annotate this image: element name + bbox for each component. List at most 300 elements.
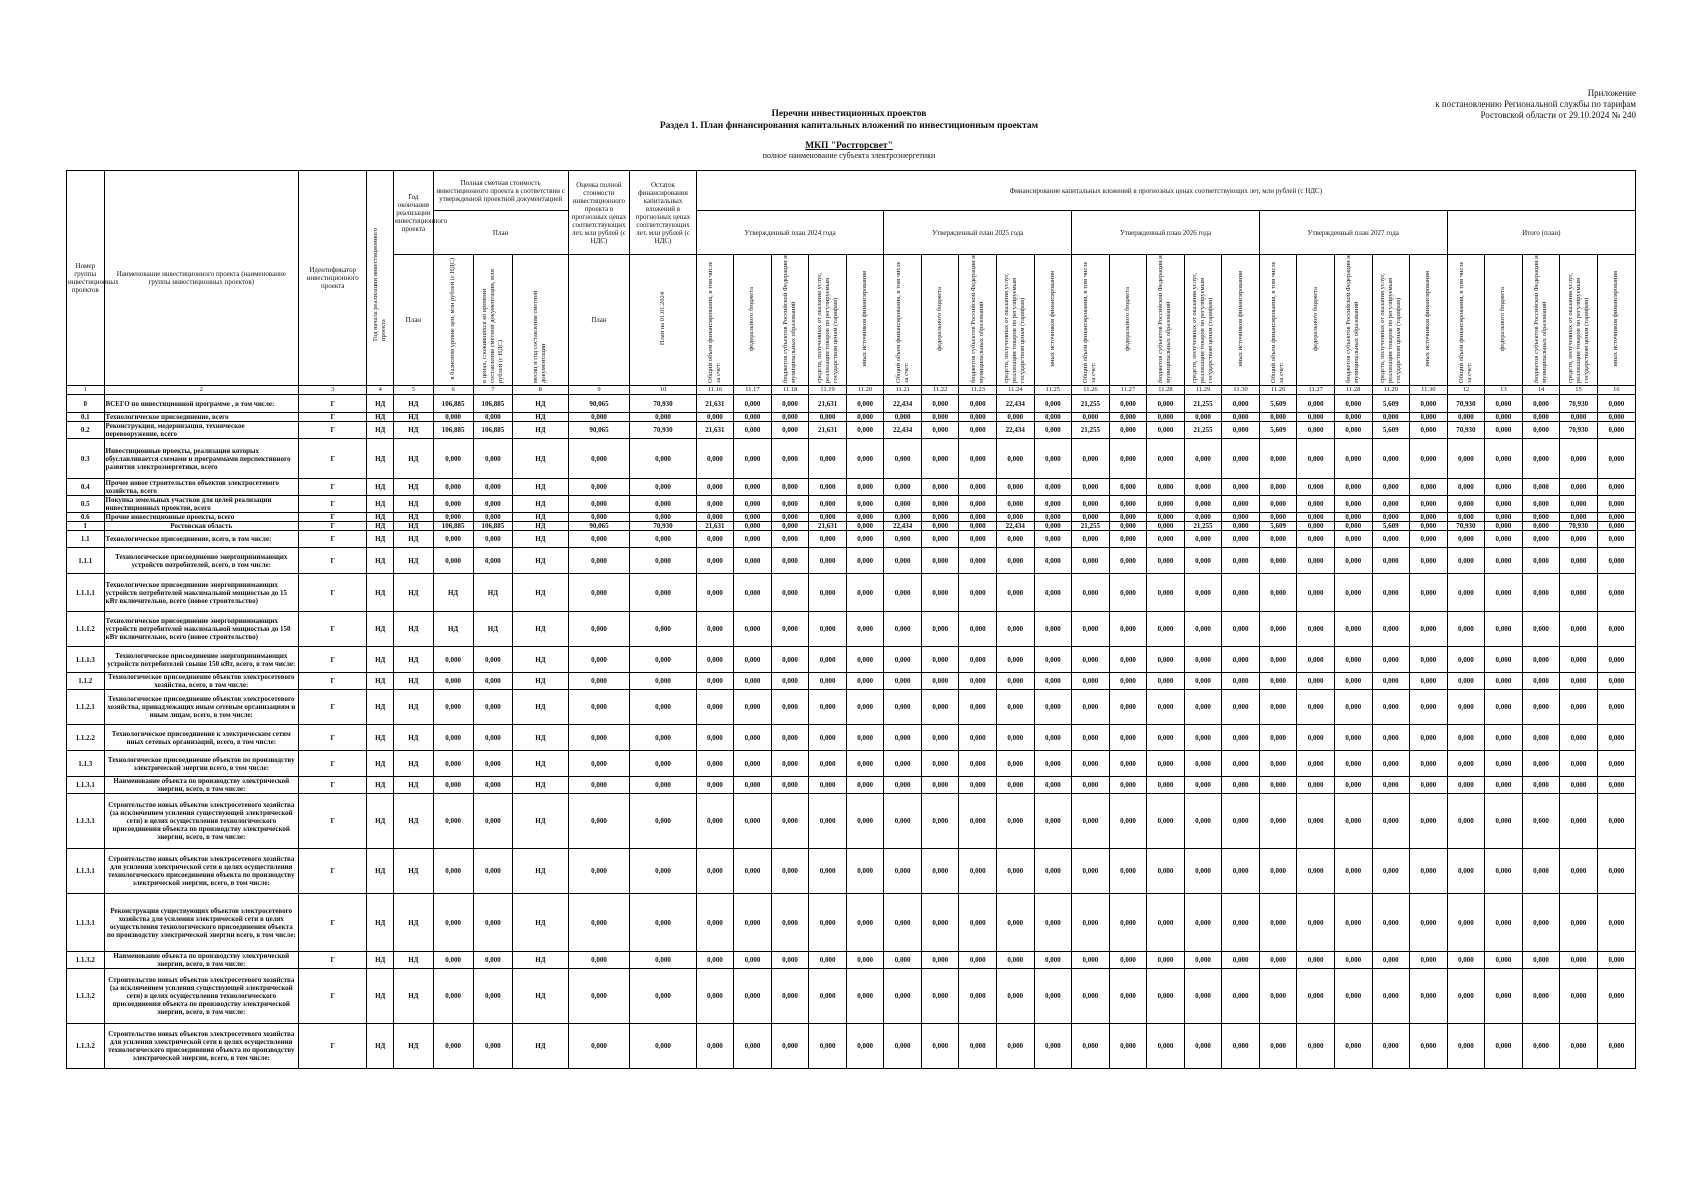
row-cell: 5,609 — [1372, 522, 1410, 531]
row-cell: 0,000 — [1334, 531, 1372, 548]
table-row — [67, 647, 1636, 673]
row-cell: Г — [298, 794, 366, 849]
row-cell: 0,000 — [568, 894, 630, 952]
header-year-end-plan: План — [393, 255, 433, 386]
row-cell: 0,000 — [1372, 413, 1410, 422]
row-cell: 0,000 — [1222, 647, 1260, 673]
row-cell: 0,000 — [771, 952, 809, 969]
column-number: 16 — [1597, 386, 1635, 395]
row-number: 1.1 — [67, 531, 105, 548]
row-cell: 0,000 — [1560, 612, 1598, 647]
row-cell: 0,000 — [1259, 496, 1297, 513]
row-cell: 0,000 — [1597, 413, 1635, 422]
row-cell: Г — [298, 422, 366, 439]
row-cell: 22,434 — [997, 422, 1035, 439]
row-cell: 0,000 — [1072, 751, 1110, 777]
row-cell: НД — [393, 794, 433, 849]
row-number: 1.1.3.2 — [67, 1024, 105, 1069]
row-cell: 0,000 — [696, 413, 734, 422]
row-cell: 0,000 — [1072, 439, 1110, 479]
row-cell: 0,000 — [1560, 1024, 1598, 1069]
row-cell: 0,000 — [1334, 522, 1372, 531]
row-cell: 0,000 — [1560, 725, 1598, 751]
row-cell: 0,000 — [734, 612, 772, 647]
row-cell: 0,000 — [1560, 794, 1598, 849]
row-cell: 0,000 — [1447, 413, 1485, 422]
row-cell: 0,000 — [1410, 574, 1448, 612]
column-number: 7 — [473, 386, 513, 395]
row-cell: 0,000 — [884, 751, 922, 777]
row-cell: 0,000 — [1297, 849, 1335, 894]
column-number: 11.20 — [846, 386, 884, 395]
row-cell: 0,000 — [1034, 725, 1072, 751]
row-cell: 0,000 — [809, 513, 847, 522]
row-cell: 0,000 — [1522, 725, 1560, 751]
row-cell: 0,000 — [997, 531, 1035, 548]
table-row — [67, 574, 1636, 612]
header-financing-source-text: иных источников финансирования — [1236, 271, 1244, 367]
row-cell: 0,000 — [959, 969, 997, 1024]
column-number: 5 — [393, 386, 433, 395]
row-cell: 0,000 — [630, 849, 696, 894]
row-cell: 0,000 — [473, 439, 513, 479]
column-number: 11.27 — [1297, 386, 1335, 395]
row-cell: 0,000 — [771, 647, 809, 673]
row-cell: 0,000 — [433, 496, 473, 513]
row-cell: 0,000 — [809, 548, 847, 574]
row-cell: 0,000 — [433, 439, 473, 479]
row-cell: 0,000 — [473, 894, 513, 952]
row-cell: 0,000 — [846, 612, 884, 647]
row-cell: 0,000 — [1222, 952, 1260, 969]
row-cell: 0,000 — [771, 395, 809, 413]
row-cell: Г — [298, 673, 366, 690]
row-cell: 0,000 — [884, 794, 922, 849]
row-cell: 0,000 — [1109, 969, 1147, 1024]
row-cell: 0,000 — [433, 690, 473, 725]
row-number: 1.1.2.2 — [67, 725, 105, 751]
row-cell: 0,000 — [1147, 894, 1185, 952]
column-number: 1 — [67, 386, 105, 395]
row-cell: 0,000 — [1334, 673, 1372, 690]
row-cell: 0,000 — [1297, 647, 1335, 673]
row-cell: НД — [393, 574, 433, 612]
row-cell: 0,000 — [1447, 969, 1485, 1024]
row-cell: 0,000 — [1372, 794, 1410, 849]
row-cell: 0,000 — [959, 952, 997, 969]
row-cell: 22,434 — [884, 395, 922, 413]
row-cell: 0,000 — [1109, 574, 1147, 612]
row-cell: 0,000 — [1597, 1024, 1635, 1069]
row-cell: 0,000 — [1334, 479, 1372, 496]
row-number: 1.1.2.1 — [67, 690, 105, 725]
row-cell: 0,000 — [1447, 647, 1485, 673]
row-cell: 0,000 — [1485, 751, 1523, 777]
row-cell: 0,000 — [959, 413, 997, 422]
row-cell: 0,000 — [771, 849, 809, 894]
row-cell: 0,000 — [1522, 548, 1560, 574]
header-financing-source-text: федерального бюджета — [1311, 287, 1319, 351]
row-cell: 0,000 — [1072, 647, 1110, 673]
column-number: 11.17 — [734, 386, 772, 395]
row-cell: 0,000 — [1297, 422, 1335, 439]
row-cell: 0,000 — [1447, 690, 1485, 725]
row-cell: 0,000 — [921, 777, 959, 794]
row-cell: 5,609 — [1259, 522, 1297, 531]
row-cell: 0,000 — [1222, 1024, 1260, 1069]
row-cell: 0,000 — [734, 439, 772, 479]
row-cell: 0,000 — [1410, 849, 1448, 894]
row-cell: 0,000 — [1597, 522, 1635, 531]
header-financing-source-text: иных источников финансирования — [861, 271, 869, 367]
row-cell: 0,000 — [1297, 413, 1335, 422]
row-cell: 0,000 — [1072, 496, 1110, 513]
row-cell: 0,000 — [959, 690, 997, 725]
header-financing-source-text: иных источников финансирования — [1048, 271, 1056, 367]
row-cell: 0,000 — [1522, 496, 1560, 513]
row-project-name: Наименование объекта по производству электрической энергии, всего, в том числе: — [104, 952, 298, 969]
row-cell: 0,000 — [1372, 531, 1410, 548]
row-cell: 0,000 — [1297, 894, 1335, 952]
row-cell: 0,000 — [1485, 413, 1523, 422]
row-cell: НД — [513, 439, 568, 479]
row-cell: 0,000 — [1334, 794, 1372, 849]
row-cell: 0,000 — [997, 690, 1035, 725]
row-cell: 0,000 — [1334, 647, 1372, 673]
row-cell: 0,000 — [1522, 952, 1560, 969]
row-cell: 0,000 — [884, 673, 922, 690]
row-cell: 0,000 — [884, 969, 922, 1024]
column-number: 11.30 — [1410, 386, 1448, 395]
row-cell: 0,000 — [921, 794, 959, 849]
row-cell: НД — [393, 439, 433, 479]
row-cell: 0,000 — [997, 849, 1035, 894]
row-cell: НД — [513, 794, 568, 849]
table-row — [67, 849, 1636, 894]
row-cell: 0,000 — [1597, 849, 1635, 894]
row-cell: 0,000 — [1597, 952, 1635, 969]
header-financing-source — [959, 255, 997, 386]
row-cell: 0,000 — [1372, 1024, 1410, 1069]
row-cell: 0,000 — [1034, 1024, 1072, 1069]
row-cell: 0,000 — [1109, 548, 1147, 574]
row-cell: 0,000 — [630, 751, 696, 777]
approval-line: к постановлению Региональной службы по тарифам — [1435, 99, 1636, 109]
row-cell: 0,000 — [734, 969, 772, 1024]
table-row — [67, 725, 1636, 751]
row-cell: 0,000 — [809, 673, 847, 690]
header-remain-plan — [630, 255, 696, 386]
row-cell: 0,000 — [630, 548, 696, 574]
row-cell: 0,000 — [921, 647, 959, 673]
row-cell: 0,000 — [771, 479, 809, 496]
row-cell: НД — [393, 1024, 433, 1069]
row-cell: 0,000 — [1109, 413, 1147, 422]
row-cell: 0,000 — [959, 751, 997, 777]
header-cost-base — [433, 255, 473, 386]
row-cell: 0,000 — [1334, 894, 1372, 952]
row-cell: 0,000 — [1447, 894, 1485, 952]
row-cell: 0,000 — [1560, 969, 1598, 1024]
row-cell: 0,000 — [1184, 496, 1222, 513]
row-cell: 0,000 — [1147, 574, 1185, 612]
row-cell: 0,000 — [846, 647, 884, 673]
row-cell: НД — [513, 690, 568, 725]
row-cell: 0,000 — [1447, 548, 1485, 574]
header-period-2025: Утвержденный план 2025 года — [884, 211, 1072, 255]
row-cell: НД — [367, 894, 394, 952]
row-cell: 0,000 — [1410, 690, 1448, 725]
row-cell: 0,000 — [1447, 479, 1485, 496]
row-cell: 21,631 — [696, 522, 734, 531]
row-cell: Г — [298, 690, 366, 725]
row-cell: 0,000 — [1485, 422, 1523, 439]
header-financing-source — [1410, 255, 1448, 386]
header-financing-source-text: средств, полученных от оказания услуг, реализации товаров по регулируемым государством ценам (тарифам) — [1191, 273, 1215, 383]
row-cell: НД — [393, 673, 433, 690]
row-cell: НД — [367, 413, 394, 422]
header-full-cost-plan: План — [433, 211, 568, 255]
header-financing-source-text: Общий объем финансирования, в том числе за счет: — [1270, 261, 1286, 383]
row-cell: 0,000 — [809, 1024, 847, 1069]
row-cell: 0,000 — [1297, 690, 1335, 725]
row-cell: 0,000 — [884, 777, 922, 794]
row-cell: 0,000 — [1184, 647, 1222, 673]
row-cell: 0,000 — [1485, 673, 1523, 690]
row-cell: 0,000 — [921, 496, 959, 513]
row-cell: 0,000 — [921, 574, 959, 612]
row-cell: 0,000 — [696, 548, 734, 574]
row-cell: 0,000 — [809, 952, 847, 969]
row-cell: 106,885 — [433, 522, 473, 531]
row-cell: НД — [393, 612, 433, 647]
row-cell: 0,000 — [1372, 673, 1410, 690]
row-cell: 0,000 — [473, 647, 513, 673]
row-cell: 0,000 — [1485, 647, 1523, 673]
row-cell: 0,000 — [1372, 612, 1410, 647]
header-financing-source-text: федерального бюджета — [1499, 287, 1507, 351]
row-cell: 0,000 — [1522, 969, 1560, 1024]
row-cell: 0,000 — [809, 894, 847, 952]
row-cell: 0,000 — [1034, 439, 1072, 479]
row-cell: 0,000 — [1034, 751, 1072, 777]
row-cell: 0,000 — [568, 1024, 630, 1069]
row-cell: НД — [393, 422, 433, 439]
row-cell: 0,000 — [568, 413, 630, 422]
row-cell: 0,000 — [1109, 395, 1147, 413]
header-financing-source-text: иных источников финансирования — [1424, 271, 1432, 367]
row-cell: 0,000 — [997, 777, 1035, 794]
row-cell: 0,000 — [1184, 725, 1222, 751]
row-cell: 0,000 — [1410, 395, 1448, 413]
row-cell: 0,000 — [921, 531, 959, 548]
row-number: 1.1.3.1 — [67, 849, 105, 894]
row-cell: НД — [473, 574, 513, 612]
row-cell: 90,065 — [568, 422, 630, 439]
column-number: 11.24 — [997, 386, 1035, 395]
table-row — [67, 439, 1636, 479]
row-cell: 0,000 — [1410, 612, 1448, 647]
header-row-number: Номер группы инвестиционных проектов — [67, 171, 105, 386]
row-cell: 0,000 — [1485, 496, 1523, 513]
row-cell: 0,000 — [1259, 849, 1297, 894]
header-financing-source-text: бюджетов субъектов Российской Федерации и муниципальных образований — [1157, 255, 1173, 383]
row-cell: 0,000 — [473, 777, 513, 794]
row-cell: 0,000 — [809, 574, 847, 612]
row-project-name: Ростовская область — [104, 522, 298, 531]
header-financing-source — [997, 255, 1035, 386]
row-cell: 0,000 — [1297, 548, 1335, 574]
row-cell: 0,000 — [809, 531, 847, 548]
row-cell: НД — [393, 894, 433, 952]
column-number: 11.26 — [1259, 386, 1297, 395]
header-financing-source — [1372, 255, 1410, 386]
row-number: 1.1.1.1 — [67, 574, 105, 612]
row-cell: 0,000 — [630, 952, 696, 969]
row-cell: 0,000 — [1147, 422, 1185, 439]
header-financing-source — [1597, 255, 1635, 386]
row-cell: НД — [513, 952, 568, 969]
header-cost-month-text: месяц и год составления сметной документации — [532, 290, 548, 383]
row-cell: 21,631 — [696, 422, 734, 439]
row-cell: 21,631 — [809, 422, 847, 439]
row-cell: 70,930 — [1447, 522, 1485, 531]
row-cell: Г — [298, 751, 366, 777]
row-cell: 0,000 — [959, 522, 997, 531]
row-project-name: Технологическое присоединение объектов по производству электрической энергии всего, в том числе: — [104, 751, 298, 777]
row-cell: 0,000 — [1485, 777, 1523, 794]
row-cell: 21,255 — [1072, 422, 1110, 439]
row-cell: НД — [433, 574, 473, 612]
row-cell: 0,000 — [696, 496, 734, 513]
row-cell: 0,000 — [1222, 725, 1260, 751]
row-cell: 0,000 — [734, 725, 772, 751]
row-cell: Г — [298, 725, 366, 751]
row-cell: 0,000 — [1485, 690, 1523, 725]
row-cell: 0,000 — [568, 969, 630, 1024]
row-cell: 0,000 — [997, 479, 1035, 496]
row-cell: 0,000 — [1597, 548, 1635, 574]
row-project-name: Технологическое присоединение объектов электросетевого хозяйства, всего, в том числе: — [104, 673, 298, 690]
row-cell: 0,000 — [959, 574, 997, 612]
row-project-name: Технологическое присоединение энергопринимающих устройств потребителей, всего, в том числе: — [104, 548, 298, 574]
row-cell: 0,000 — [1410, 969, 1448, 1024]
row-cell: 0,000 — [1485, 725, 1523, 751]
row-cell: 0,000 — [997, 513, 1035, 522]
row-cell: 0,000 — [884, 513, 922, 522]
row-cell: 0,000 — [1222, 969, 1260, 1024]
row-cell: 0,000 — [433, 413, 473, 422]
row-cell: 0,000 — [696, 531, 734, 548]
row-cell: 0,000 — [568, 690, 630, 725]
row-cell: 0,000 — [1259, 574, 1297, 612]
row-cell: 0,000 — [630, 531, 696, 548]
row-cell: 0,000 — [846, 1024, 884, 1069]
row-cell: НД — [367, 969, 394, 1024]
row-cell: 0,000 — [959, 496, 997, 513]
row-cell: 0,000 — [734, 548, 772, 574]
row-cell: 0,000 — [884, 548, 922, 574]
row-cell: НД — [393, 413, 433, 422]
column-number: 4 — [367, 386, 394, 395]
row-cell: 0,000 — [959, 1024, 997, 1069]
row-number: 0.2 — [67, 422, 105, 439]
row-cell: НД — [367, 496, 394, 513]
row-cell: 0,000 — [1597, 574, 1635, 612]
header-financing-source-text: средств, полученных от оказания услуг, реализации товаров по регулируемым государством ценам (тарифам) — [1003, 273, 1027, 383]
column-number: 11.23 — [959, 386, 997, 395]
row-cell: 0,000 — [959, 894, 997, 952]
column-number: 13 — [1485, 386, 1523, 395]
row-cell: 0,000 — [734, 690, 772, 725]
row-cell: 0,000 — [1485, 522, 1523, 531]
row-cell: НД — [513, 647, 568, 673]
header-financing-source — [1184, 255, 1222, 386]
row-cell: 0,000 — [1485, 439, 1523, 479]
row-cell: 0,000 — [1184, 513, 1222, 522]
approval-line: Ростовской области от 29.10.2024 № 240 — [1480, 110, 1636, 120]
row-cell: 0,000 — [1034, 690, 1072, 725]
header-financing-source-text: федерального бюджета — [748, 287, 756, 351]
row-cell: 0,000 — [630, 894, 696, 952]
row-number: 1.1.3.1 — [67, 894, 105, 952]
table-row — [67, 794, 1636, 849]
row-cell: 0,000 — [568, 849, 630, 894]
row-cell: 0,000 — [1410, 479, 1448, 496]
row-cell: 0,000 — [1560, 849, 1598, 894]
table-row — [67, 751, 1636, 777]
row-cell: 0,000 — [1485, 1024, 1523, 1069]
row-cell: 0,000 — [1147, 496, 1185, 513]
row-cell: 0,000 — [1485, 513, 1523, 522]
row-cell: 0,000 — [771, 894, 809, 952]
row-cell: 0,000 — [1334, 751, 1372, 777]
row-cell: НД — [513, 673, 568, 690]
table-row — [67, 1024, 1636, 1069]
row-cell: 0,000 — [1297, 479, 1335, 496]
row-number: 0.6 — [67, 513, 105, 522]
row-number: 1.1.1.3 — [67, 647, 105, 673]
row-cell: 0,000 — [568, 439, 630, 479]
table-row — [67, 673, 1636, 690]
row-cell: 0,000 — [1410, 1024, 1448, 1069]
row-cell: 0,000 — [846, 690, 884, 725]
row-cell: 0,000 — [473, 1024, 513, 1069]
row-cell: 0,000 — [1222, 751, 1260, 777]
row-project-name: Прочее новое строительство объектов электросетевого хозяйства, всего — [104, 479, 298, 496]
row-cell: 22,434 — [997, 395, 1035, 413]
row-cell: 21,255 — [1072, 395, 1110, 413]
row-number: 1.1.3.1 — [67, 794, 105, 849]
table-row — [67, 777, 1636, 794]
row-cell: НД — [513, 422, 568, 439]
header-cost-month — [513, 255, 568, 386]
row-cell: 0,000 — [921, 690, 959, 725]
row-cell: 0,000 — [884, 612, 922, 647]
row-cell: 0,000 — [1109, 894, 1147, 952]
row-cell: НД — [393, 513, 433, 522]
row-cell: 0,000 — [734, 673, 772, 690]
row-cell: 0,000 — [1560, 673, 1598, 690]
row-cell: 0,000 — [1560, 690, 1598, 725]
row-cell: 0,000 — [1259, 969, 1297, 1024]
row-cell: НД — [513, 894, 568, 952]
column-number: 8 — [513, 386, 568, 395]
row-cell: 0,000 — [1297, 513, 1335, 522]
row-cell: 0,000 — [1184, 690, 1222, 725]
row-cell: 0,000 — [1147, 777, 1185, 794]
row-cell: 0,000 — [1372, 725, 1410, 751]
